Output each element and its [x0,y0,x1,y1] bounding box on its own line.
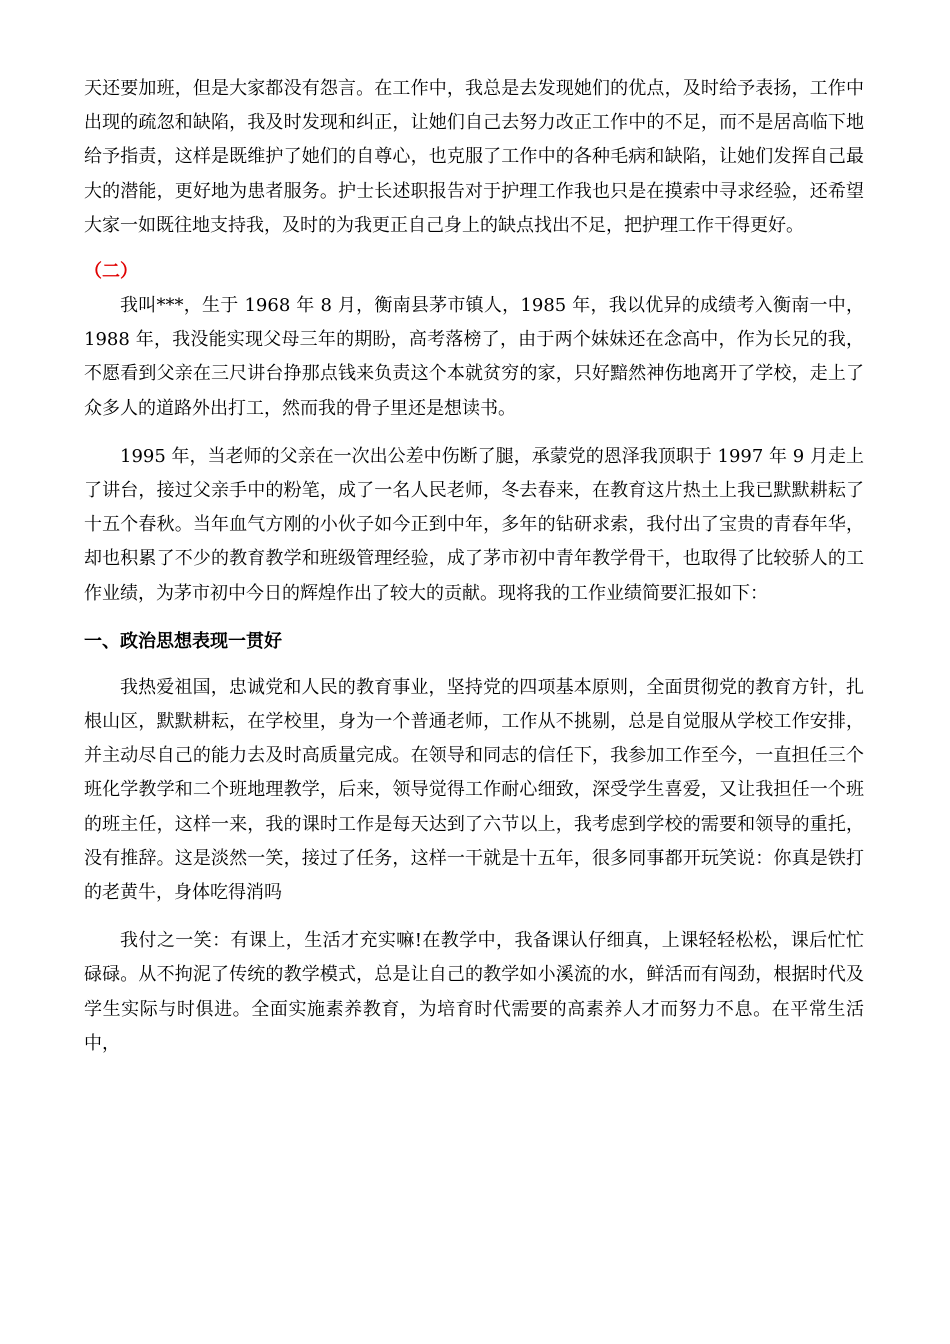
paragraph-4: 我付之一笑：有课上，生活才充实嘛!在教学中，我备课认仔细真，上课轻轻松松，课后忙忙碌碌。从不拘泥了传统的教学模式，总是让自己的教学如小溪流的水，鲜活而有闯劲，根据时代及学生实际与时俱进。全面实施素养教育，为培育时代需要的高素养人才而努力不息。在平常生活中， [84,930,864,1054]
section-label: （二） [84,261,138,283]
paragraph-intro: 天还要加班，但是大家都没有怨言。在工作中，我总是去发现她们的优点，及时给予表扬，工作中出现的疏忽和缺陷，我及时发现和纠正，让她们自己去努力改正工作中的不足，而不是居高临下地给予指责，这样是既维护了她们的自尊心，也克服了工作中的各种毛病和缺陷，让她们发挥自己最大的潜能，更好地为患者服务。护士长述职报告对于护理工作我也只是在摸索中寻求经验，还希望大家一如既往地支持我，及时的为我更正自己身上的缺点找出不足，把护理工作干得更好。 [84,78,864,236]
paragraph-2: 1995 年，当老师的父亲在一次出公差中伤断了腿，承蒙党的恩泽我顶职于 1997 年 9 月走上了讲台，接过父亲手中的粉笔，成了一名人民老师，冬去春来，在教育这片热土上我已默默耕耘了十五个春秋。当年血气方刚的小伙子如今正到中年，多年的钻研求索，我付出了宝贵的青春年华，却也积累了不少的教育教学和班级管理经验，成了茅市初中青年教学骨干，也取得了比较骄人的工作业绩，为茅市初中今日的辉煌作出了较大的贡献。现将我的工作业绩简要汇报如下： [84,445,864,604]
paragraph-1: 我叫***，生于 1968 年 8 月，衡南县茅市镇人，1985 年，我以优异的成绩考入衡南一中，1988 年，我没能实现父母三年的期盼，高考落榜了，由于两个妹妹还在念高中，作为长兄的我，不愿看到父亲在三尺讲台挣那点钱来负责这个本就贫穷的家，只好黯然神伤地离开了学校，走上了众多人的道路外出打工，然而我的骨子里还是想读书。 [84,295,864,419]
document-page [84,72,864,1061]
heading-political: 一、政治思想表现一贯好 [84,630,282,652]
paragraph-3: 我热爱祖国，忠诚党和人民的教育事业，坚持党的四项基本原则，全面贯彻党的教育方针，扎根山区，默默耕耘，在学校里，身为一个普通老师，工作从不挑剔，总是自觉服从学校工作安排，并主动尽自己的能力去及时高质量完成。在领导和同志的信任下，我参加工作至今，一直担任三个班化学教学和二个班地理教学，后来，领导觉得工作耐心细致，深受学生喜爱，又让我担任一个班的班主任，这样一来，我的课时工作是每天达到了六节以上，我考虑到学校的需要和领导的重托，没有推辞。这是淡然一笑，接过了任务，这样一干就是十五年，很多同事都开玩笑说：你真是铁打的老黄牛，身体吃得消吗 [84,676,864,904]
